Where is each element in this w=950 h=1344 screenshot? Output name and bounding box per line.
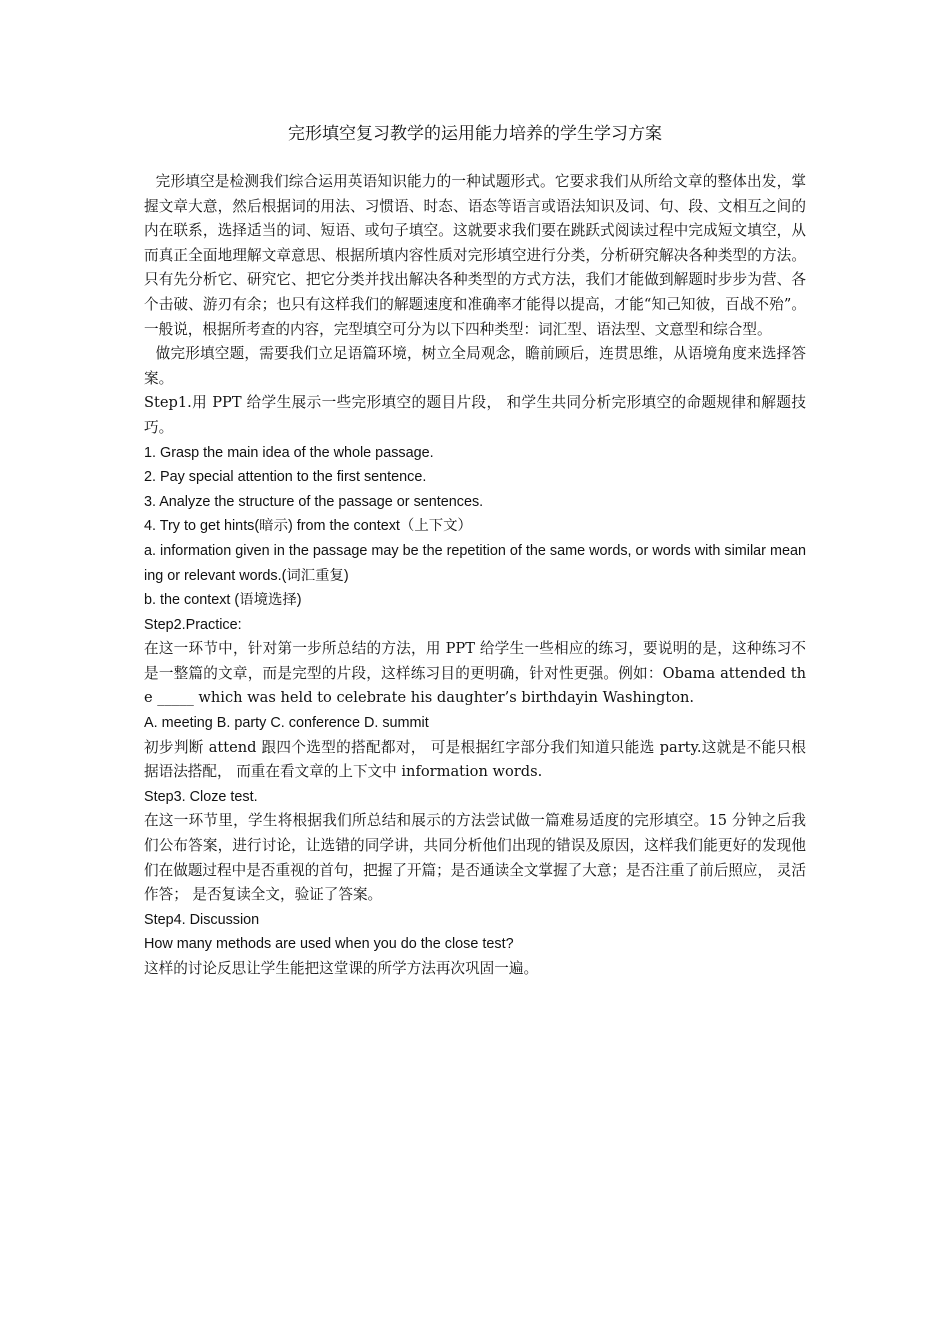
- practice-analysis: 初步判断 attend 跟四个选型的搭配都对， 可是根据红字部分我们知道只能选 party.这就是不能只根据语法搭配， 而重在看文章的上下文中 information words.: [144, 738, 806, 781]
- tip-4a: a. information given in the passage may be the repetition of the same words, or words with similar meaning or relevant words.(词汇重复): [144, 542, 806, 584]
- intro-paragraph: 完形填空是检测我们综合运用英语知识能力的一种试题形式。它要求我们从所给文章的整体出发，掌握文章大意，然后根据词的用法、习惯语、时态、语态等语言或语法知识及词、句、段、文相互之间的内在联系，选择适当的词、短语、或句子填空。这就要求我们要在跳跃式阅读过程中完成短文填空，从而真正全面地理解文章意思、根据所填内容性质对完形填空进行分类，分析研究解决各种类型的方法。只有先分析它、研究它、把它分类并找出解决各种类型的方式方法，我们才能做到解题时步步为营、各个击破、游刃有余；也只有这样我们的解题速度和准确率才能得以提高，才能“知己知彼，百战不殆”。一般说，根据所考查的内容，完型填空可分为以下四种类型：词汇型、语法型、文意型和综合型。: [144, 173, 806, 338]
- closing-paragraph: 这样的讨论反思让学生能把这堂课的所学方法再次巩固一遍。: [144, 960, 539, 977]
- discussion-question: How many methods are used when you do the close test?: [144, 936, 514, 953]
- step1-paragraph: Step1.用 PPT 给学生展示一些完形填空的题目片段， 和学生共同分析完形填空的命题规律和解题技巧。: [144, 394, 806, 436]
- document-page: [144, 120, 806, 982]
- tip-1: 1. Grasp the main idea of the whole passage.: [144, 444, 434, 461]
- step2-paragraph: 在这一环节中，针对第一步所总结的方法，用 PPT 给学生一些相应的练习，要说明的是，这种练习不是一整篇的文章，而是完型的片段，这样练习目的更明确，针对性更强。例如：Obama attended the _____ which was held to celebrate his daughter’s birthdayin Washington.: [144, 640, 806, 707]
- step3-heading: Step3. Cloze test.: [144, 788, 258, 805]
- step4-heading: Step4. Discussion: [144, 911, 260, 928]
- document-title: 完形填空复习教学的运用能力培养的学生学习方案: [288, 124, 662, 144]
- step2-heading: Step2.Practice:: [144, 616, 242, 633]
- tip-2: 2. Pay special attention to the first sentence.: [144, 469, 427, 486]
- tip-4b: b. the context (语境选择): [144, 592, 302, 609]
- approach-paragraph: 做完形填空题，需要我们立足语篇环境，树立全局观念，瞻前顾后，连贯思维，从语境角度来选择答案。: [144, 345, 806, 387]
- tip-3: 3. Analyze the structure of the passage or sentences.: [144, 493, 484, 510]
- step3-paragraph: 在这一环节里，学生将根据我们所总结和展示的方法尝试做一篇难易适度的完形填空。15 分钟之后我们公布答案，进行讨论，让选错的同学讲，共同分析他们出现的错误及原因，这样我们能更好的发现他们在做题过程中是否重视的首句，把握了开篇；是否通读全文掌握了大意；是否注重了前后照应， 灵活作答； 是否复读全文，验证了答案。: [144, 812, 806, 904]
- practice-options: A. meeting B. party C. conference D. summit: [144, 715, 429, 732]
- tip-4: 4. Try to get hints(暗示) from the context（上下文）: [144, 518, 472, 535]
